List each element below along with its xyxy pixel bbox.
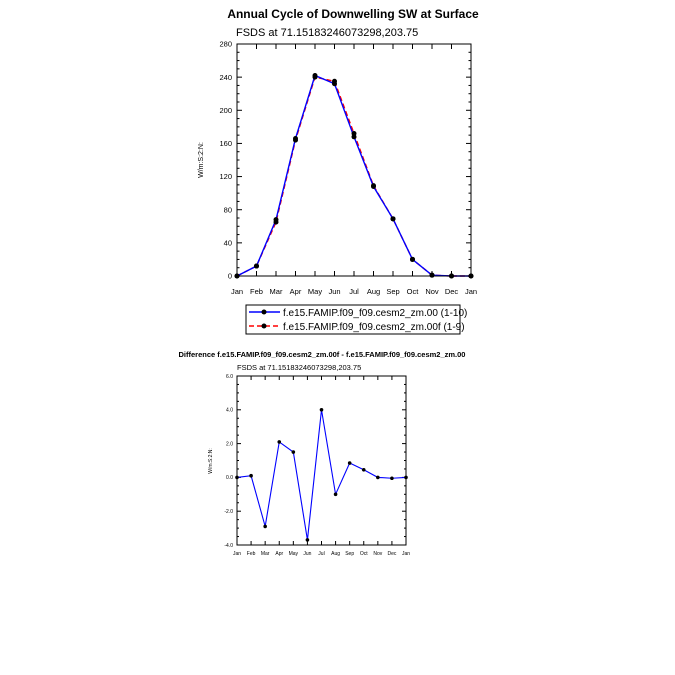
legend-label-series-2: f.e15.FAMIP.f09_f09.cesm2_zm.00f (1-9) [283,322,465,333]
chart1-xtick-label: Sep [386,287,400,296]
chart1-series-2-point [430,273,435,278]
chart1-series-1-line [237,75,471,276]
chart1-ytick-label: 240 [219,72,232,82]
chart2-ytick-label: 2.0 [226,441,233,448]
chart2-xtick-label: Sep [345,551,355,557]
top-chart-plot-frame [237,44,471,276]
chart2-series-1-point [249,474,253,478]
chart1-series-2-point [254,264,259,269]
chart2-xtick-label: Oct [359,551,368,557]
chart2-xtick-label: Nov [373,551,383,557]
chart2-xtick-label: Jun [303,551,312,557]
chart2-ytick-label: -2.0 [224,508,233,515]
chart1-xtick-label: Dec [444,287,459,296]
top-chart [198,7,479,334]
chart1-series-2-point [313,75,318,80]
chart1-xtick-label: Apr [289,287,302,296]
top-chart-subtitle: FSDS at 71.15183246073298,203.75 [236,27,419,39]
chart2-series-1-point [263,525,267,529]
chart2-ytick-label: -4.0 [224,542,233,549]
chart1-series-2-point [332,79,337,84]
chart1-series-2-line [237,77,471,276]
chart2-series-1-line [237,410,406,540]
chart2-series-1-point [277,440,281,444]
chart2-series-1-point [334,493,338,497]
legend-marker-series-2 [262,324,267,329]
chart2-xtick-label: Dec [387,551,397,557]
chart2-xtick-label: Mar [260,551,270,557]
top-chart-ylabel: W/m:S:2:N: [198,142,205,178]
chart2-ytick-label: 6.0 [226,373,233,380]
chart1-xtick-label: Jul [349,287,359,296]
chart1-series-2-point [274,220,279,225]
chart2-xtick-label: Jan [401,551,411,557]
chart2-xtick-label: Jul [318,551,325,557]
chart1-series-2-point [352,131,357,136]
chart1-xtick-label: Jan [230,287,244,296]
chart1-ytick-label: 0 [227,271,232,281]
chart1-ytick-label: 160 [219,139,232,149]
chart2-ytick-label: 0.0 [226,475,233,482]
chart1-ytick-label: 80 [223,205,232,215]
bottom-chart-plot-frame [237,376,406,545]
chart2-xtick-label: May [288,551,299,557]
chart2-xtick-label: Aug [331,551,341,557]
chart1-xtick-label: Jun [328,287,341,296]
bottom-chart-ylabel: W/m:S:2:N: [208,448,214,474]
chart1-xtick-label: Feb [250,287,263,296]
chart2-ytick-label: 4.0 [226,407,233,414]
chart2-series-1-point [376,476,380,480]
chart2-series-1-point [390,476,394,480]
legend-label-series-1: f.e15.FAMIP.f09_f09.cesm2_zm.00 (1-10) [283,308,468,319]
chart2-series-1-point [348,461,352,465]
chart1-ytick-label: 280 [219,39,232,49]
chart2-xtick-label: Apr [275,551,284,557]
chart2-series-1-point [362,468,366,472]
bottom-chart [179,350,466,557]
chart2-series-1-point [306,538,310,542]
chart1-ytick-label: 120 [219,172,232,182]
bottom-chart-title: Difference f.e15.FAMIP.f09_f09.cesm2_zm.00f - f.e15.FAMIP.f09_f09.cesm2_zm.00 [178,350,466,359]
chart1-ytick-label: 200 [219,105,232,115]
chart1-xtick-label: Oct [406,287,419,296]
top-chart-title: Annual Cycle of Downwelling SW at Surface [227,7,479,21]
chart1-xtick-label: Mar [269,287,283,296]
top-chart-legend [246,305,467,334]
chart1-series-2-point [410,257,415,262]
chart1-xtick-label: May [307,287,323,296]
bottom-chart-subtitle: FSDS at 71.15183246073298,203.75 [237,363,362,372]
chart1-ytick-label: 40 [223,238,232,248]
chart2-xtick-label: Jan [232,551,242,557]
chart1-series-2-point [293,138,298,143]
chart1-series-2-point [371,183,376,188]
chart2-xtick-label: Feb [246,551,256,557]
chart1-series-2-point [391,216,396,221]
chart2-series-1-point [292,450,296,454]
chart2-series-1-point [320,408,324,412]
legend-marker-series-1 [262,310,267,315]
chart1-xtick-label: Nov [425,287,439,296]
chart1-xtick-label: Jan [464,287,478,296]
chart1-xtick-label: Aug [366,287,381,296]
